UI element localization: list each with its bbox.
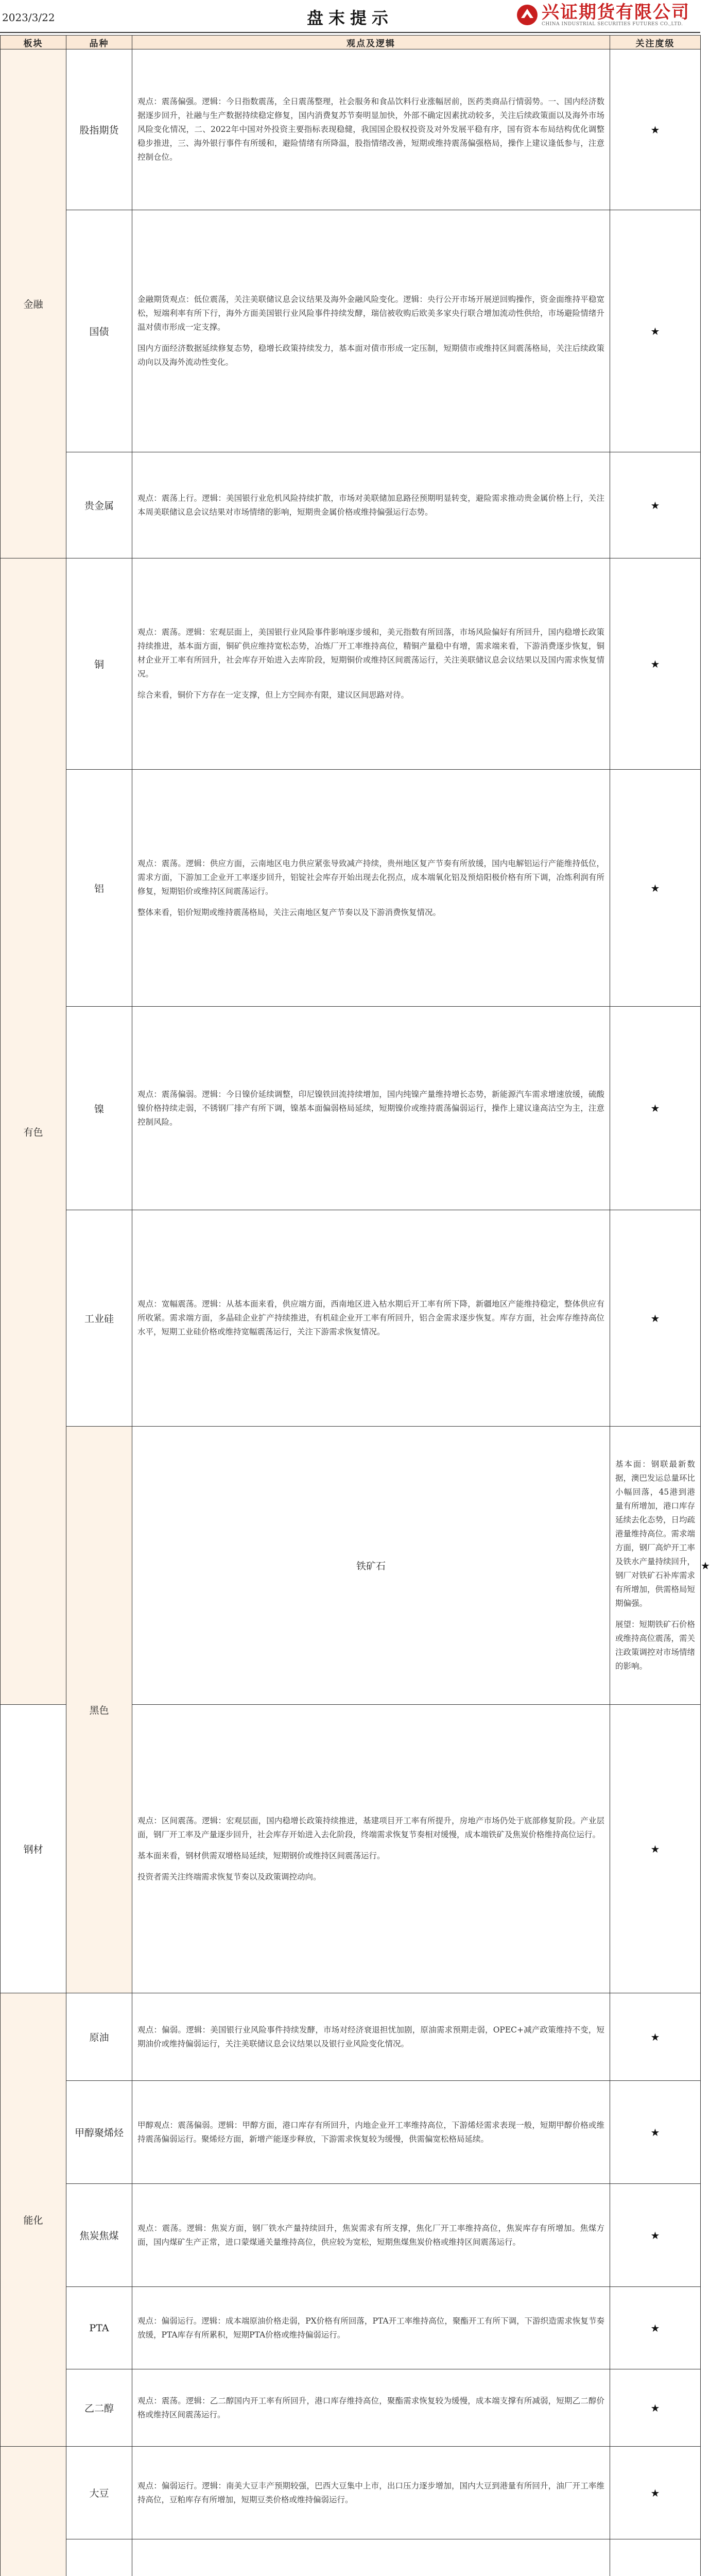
- logic-crude: [132, 1993, 610, 2081]
- logic-stock-index: [132, 49, 610, 210]
- logic-corn: [132, 2539, 610, 2576]
- variety-meg: 乙二醇: [66, 2369, 132, 2447]
- logic-paragraph: 观点：震荡。逻辑：乙二醇国内开工率有所回升，港口库存维持高位，聚酯需求恢复较为缓慢，成本端支撑有所减弱，短期乙二醇价格或维持区间震荡运行。: [137, 2396, 604, 2419]
- logic-pta: [132, 2287, 610, 2369]
- focus-bond: ★: [610, 210, 701, 452]
- logic-paragraph: 观点：震荡。逻辑：宏观层面上，美国银行业风险事件影响逐步缓和，美元指数有所回落，市场风险偏好有所回升，国内稳增长政策持续推进，基本面方面，铜矿供应维持宽松态势，冶炼厂开工率维持高位，精铜产量稳中有增，需求端来看，下游消费逐步恢复，铜材企业开工率有所回升，社会库存开始进入去库阶段，短期铜价或维持区间震荡运行，关注美联储议息会议结果以及国内需求恢复情况。: [137, 628, 604, 679]
- logic-gold: [132, 452, 610, 558]
- variety-soybean: 大豆: [66, 2447, 132, 2539]
- table-row: [1, 2081, 701, 2184]
- focus-coke: ★: [610, 2184, 701, 2287]
- table-row: [1, 210, 701, 452]
- logic-industrial-si: [132, 1210, 610, 1427]
- logic-paragraph: 观点：偏弱。逻辑：美国银行业风险事件持续发酵，市场对经济衰退担忧加剧，原油需求预期走弱，OPEC+减产政策维持不变，短期油价或维持偏弱运行，关注美联储议息会议结果以及银行业风险变化情况。: [137, 2025, 604, 2048]
- table-row: [1, 2369, 701, 2447]
- logic-paragraph: 国内方面经济数据延续修复态势，稳增长政策持续发力，基本面对债市形成一定压制，短期债市或维持区间震荡格局，关注后续政策动向以及海外流动性变化。: [137, 344, 604, 367]
- logic-paragraph: 整体来看，铝价短期或维持震荡格局，关注云南地区复产节奏以及下游消费恢复情况。: [137, 907, 441, 917]
- logic-paragraph: 观点：偏弱运行。逻辑：成本端原油价格走弱，PX价格有所回落，PTA开工率维持高位，聚酯开工有所下调，下游织造需求恢复节奏放缓，PTA库存有所累积，短期PTA价格或维持偏弱运行。: [137, 2316, 604, 2340]
- table-row: 黑色 铁矿石 基本面：钢联最新数据，澳巴发运总量环比小幅回落，45港到港量有所增加，港口库存延续去化态势，日均疏港量维持高位。需求端方面，钢厂高炉开工率及铁水产量持续回升，钢厂对铁矿石补库需求有所增加，供需格局短期偏强。 展望：短期铁矿石价格或维持高位震荡，需关注政策调控对市场情绪的影响。 ★: [1, 1427, 701, 1705]
- variety-rebar: 钢材: [1, 1705, 66, 1993]
- variety-gold: 贵金属: [66, 452, 132, 558]
- table-row: [1, 2184, 701, 2287]
- focus-methanol: ★: [610, 2081, 701, 2184]
- variety-aluminum: 铝: [66, 770, 132, 1007]
- variety-pta: PTA: [66, 2287, 132, 2369]
- logic-paragraph: 综合来看，铜价下方存在一定支撑，但上方空间亦有限，建议区间思路对待。: [137, 690, 409, 700]
- focus-aluminum: ★: [610, 770, 701, 1007]
- logic-paragraph: 观点：震荡偏强。逻辑：今日指数震荡，全日震荡整理，社会服务和食品饮料行业涨幅居前，医药类商品行情弱势。一、国内经济数据逐步回升，社融与生产数据持续稳定修复，国内消费复苏节奏明显加快，外部不确定因素扰动较多，关注后续政策面以及海外市场风险变化情况，二、2022年中国对外投资主要指标表现稳健，我国国企股权投资及对外发展平稳有序，国有资本布局结构优化调整稳步推进，三、海外银行事件有所缓和，避险情绪有所降温，股指情绪改善，短期或维持震荡偏强格局，操作上建议逢低参与，注意控制仓位。: [137, 97, 604, 162]
- table-row: [1, 770, 701, 1007]
- logic-paragraph: 观点：震荡。逻辑：供应方面，云南地区电力供应紧张导致减产持续，贵州地区复产节奏有所放缓，国内电解铝运行产能维持低位，需求方面，下游加工企业开工率逐步回升，铝锭社会库存开始出现去化拐点，成本端氧化铝及预焙阳极价格有所下调，冶炼利润有所修复，短期铝价或维持区间震荡运行。: [137, 858, 604, 896]
- header-logic: 观点及逻辑: [132, 36, 610, 49]
- logic-paragraph: 基本面来看，钢材供需双增格局延续，短期钢价或维持区间震荡运行。: [137, 1851, 385, 1860]
- focus-soybean: ★: [610, 2447, 701, 2539]
- logic-methanol: [132, 2081, 610, 2184]
- variety-copper: 铜: [66, 558, 132, 770]
- logic-aluminum: [132, 770, 610, 1007]
- report-date: 2023/3/22: [2, 11, 55, 24]
- logic-coke: [132, 2184, 610, 2287]
- sector-agri: [1, 2447, 66, 2576]
- table-row: [1, 558, 701, 770]
- sector-ferrous: 黑色: [66, 1427, 132, 1993]
- company-logo: [516, 3, 690, 27]
- focus-corn: [610, 2539, 701, 2576]
- variety-crude: 原油: [66, 1993, 132, 2081]
- table-row: [1, 2447, 701, 2539]
- sector-finance: 金融: [1, 49, 66, 558]
- table-row: [1, 1210, 701, 1427]
- focus-stock-index: ★: [610, 49, 701, 210]
- variety-iron-ore: 铁矿石: [132, 1427, 610, 1705]
- logic-iron-ore: [610, 1427, 701, 1705]
- variety-bond: 国债: [66, 210, 132, 452]
- sector-nonferrous: 有色: [1, 558, 66, 1705]
- table-row: [1, 49, 701, 210]
- table-row: [1, 452, 701, 558]
- logic-paragraph: 观点：震荡偏弱。逻辑：今日镍价延续调整，印尼镍铁回流持续增加，国内纯镍产量维持增长态势，新能源汽车需求增速放缓，硫酸镍价格持续走弱，不锈钢厂排产有所下调，镍基本面偏弱格局延续，短期镍价或维持震荡偏弱运行，操作上建议逢高沽空为主，注意控制风险。: [137, 1089, 604, 1127]
- logic-paragraph: 展望：短期铁矿石价格或维持高位震荡，需关注政策调控对市场情绪的影响。: [615, 1620, 696, 1671]
- table-row: [1, 1993, 701, 2081]
- logic-paragraph: 金融期货观点：低位震荡，关注美联储议息会议结果及海外金融风险变化。逻辑：央行公开市场开展逆回购操作，资金面维持平稳宽松，短端利率有所下行，海外方面美国银行业风险事件持续发酵，瑞信被收购后欧美多家央行联合增加流动性供给，市场避险情绪升温对债市形成一定支撑。: [137, 295, 604, 332]
- focus-pta: ★: [610, 2287, 701, 2369]
- logic-paragraph: 观点：宽幅震荡。逻辑：从基本面来看，供应端方面，西南地区进入枯水期后开工率有所下降，新疆地区产能维持稳定，整体供应有所收紧。需求端方面，多晶硅企业扩产持续推进，有机硅企业开工率有所回升，铝合金需求逐步恢复。库存方面，社会库存维持高位水平，短期工业硅价格或维持宽幅震荡运行，关注下游需求恢复情况。: [137, 1299, 604, 1336]
- focus-copper: ★: [610, 558, 701, 770]
- logic-nickel: [132, 1007, 610, 1210]
- table-row: [1, 2287, 701, 2369]
- variety-coke: 焦炭焦煤: [66, 2184, 132, 2287]
- logic-rebar: [132, 1705, 610, 1993]
- company-logo-icon: [516, 4, 539, 26]
- variety-methanol: 甲醇聚烯烃: [66, 2081, 132, 2184]
- variety-nickel: 镍: [66, 1007, 132, 1210]
- focus-industrial-si: ★: [610, 1210, 701, 1427]
- logic-paragraph: 观点：区间震荡。逻辑：宏观层面，国内稳增长政策持续推进，基建项目开工率有所提升，房地产市场仍处于底部修复阶段。产业层面，钢厂开工率及产量逐步回升，社会库存开始进入去化阶段，终端需求恢复节奏相对缓慢，成本端铁矿及焦炭价格维持高位运行。: [137, 1816, 604, 1839]
- sector-energy: 能化: [1, 1993, 66, 2447]
- header-divider: [0, 32, 700, 33]
- table-row: [1, 1007, 701, 1210]
- logic-copper: [132, 558, 610, 770]
- focus-meg: ★: [610, 2369, 701, 2447]
- logic-paragraph: 观点：震荡。逻辑：焦炭方面，钢厂铁水产量持续回升，焦炭需求有所支撑，焦化厂开工率维持高位，焦炭库存有所增加。焦煤方面，国内煤矿生产正常，进口蒙煤通关量维持高位，供应较为宽松，短期焦煤焦炭价格或维持区间震荡运行。: [137, 2223, 604, 2247]
- logic-paragraph: 观点：偏弱运行。逻辑：南美大豆丰产预期较强，巴西大豆集中上市，出口压力逐步增加，国内大豆到港量有所回升，油厂开工率维持高位，豆粕库存有所增加，短期豆类价格或维持偏弱运行。: [137, 2481, 604, 2504]
- table-header-row: [1, 36, 701, 49]
- table-row: [1, 2539, 701, 2576]
- logic-paragraph: 观点：震荡上行。逻辑：美国银行业危机风险持续扩散，市场对美联储加息路径预期明显转变，避险需求推动贵金属价格上行，关注本周美联储议息会议结果对市场情绪的影响，短期贵金属价格或维持偏强运行态势。: [137, 493, 604, 517]
- focus-crude: ★: [610, 1993, 701, 2081]
- logic-soybean: [132, 2447, 610, 2539]
- logic-paragraph: 投资者需关注终端需求恢复节奏以及政策调控动向。: [137, 1872, 321, 1882]
- logic-meg: [132, 2369, 610, 2447]
- variety-stock-index: 股指期货: [66, 49, 132, 210]
- logic-paragraph: 基本面：钢联最新数据，澳巴发运总量环比小幅回落，45港到港量有所增加，港口库存延续去化态势，日均疏港量维持高位。需求端方面，钢厂高炉开工率及铁水产量持续回升，钢厂对铁矿石补库需求有所增加，供需格局短期偏强。: [615, 1460, 696, 1608]
- market-view-table: [0, 35, 710, 2576]
- variety-corn: [66, 2539, 132, 2576]
- focus-nickel: ★: [610, 1007, 701, 1210]
- logo-name-en: CHINA INDUSTRIAL SECURITIES FUTURES CO.,LTD.: [542, 22, 683, 27]
- header-variety: 品种: [66, 36, 132, 49]
- focus-rebar: ★: [610, 1705, 701, 1993]
- page-header: [0, 0, 700, 31]
- header-sector: 板块: [1, 36, 66, 49]
- logic-paragraph: 甲醇观点：震荡偏弱。逻辑：甲醇方面，港口库存有所回升，内地企业开工率维持高位，下游烯烃需求表现一般，短期甲醇价格或维持震荡偏弱运行。聚烯烃方面，新增产能逐步释放，下游需求恢复较为缓慢，供需偏宽松格局延续。: [137, 2120, 604, 2144]
- page-title: 盘末提示: [306, 8, 393, 28]
- focus-gold: ★: [610, 452, 701, 558]
- logic-bond: [132, 210, 610, 452]
- logo-name-cn: 兴证期货有限公司: [542, 2, 690, 23]
- variety-industrial-si: 工业硅: [66, 1210, 132, 1427]
- header-focus: 关注度级: [610, 36, 701, 49]
